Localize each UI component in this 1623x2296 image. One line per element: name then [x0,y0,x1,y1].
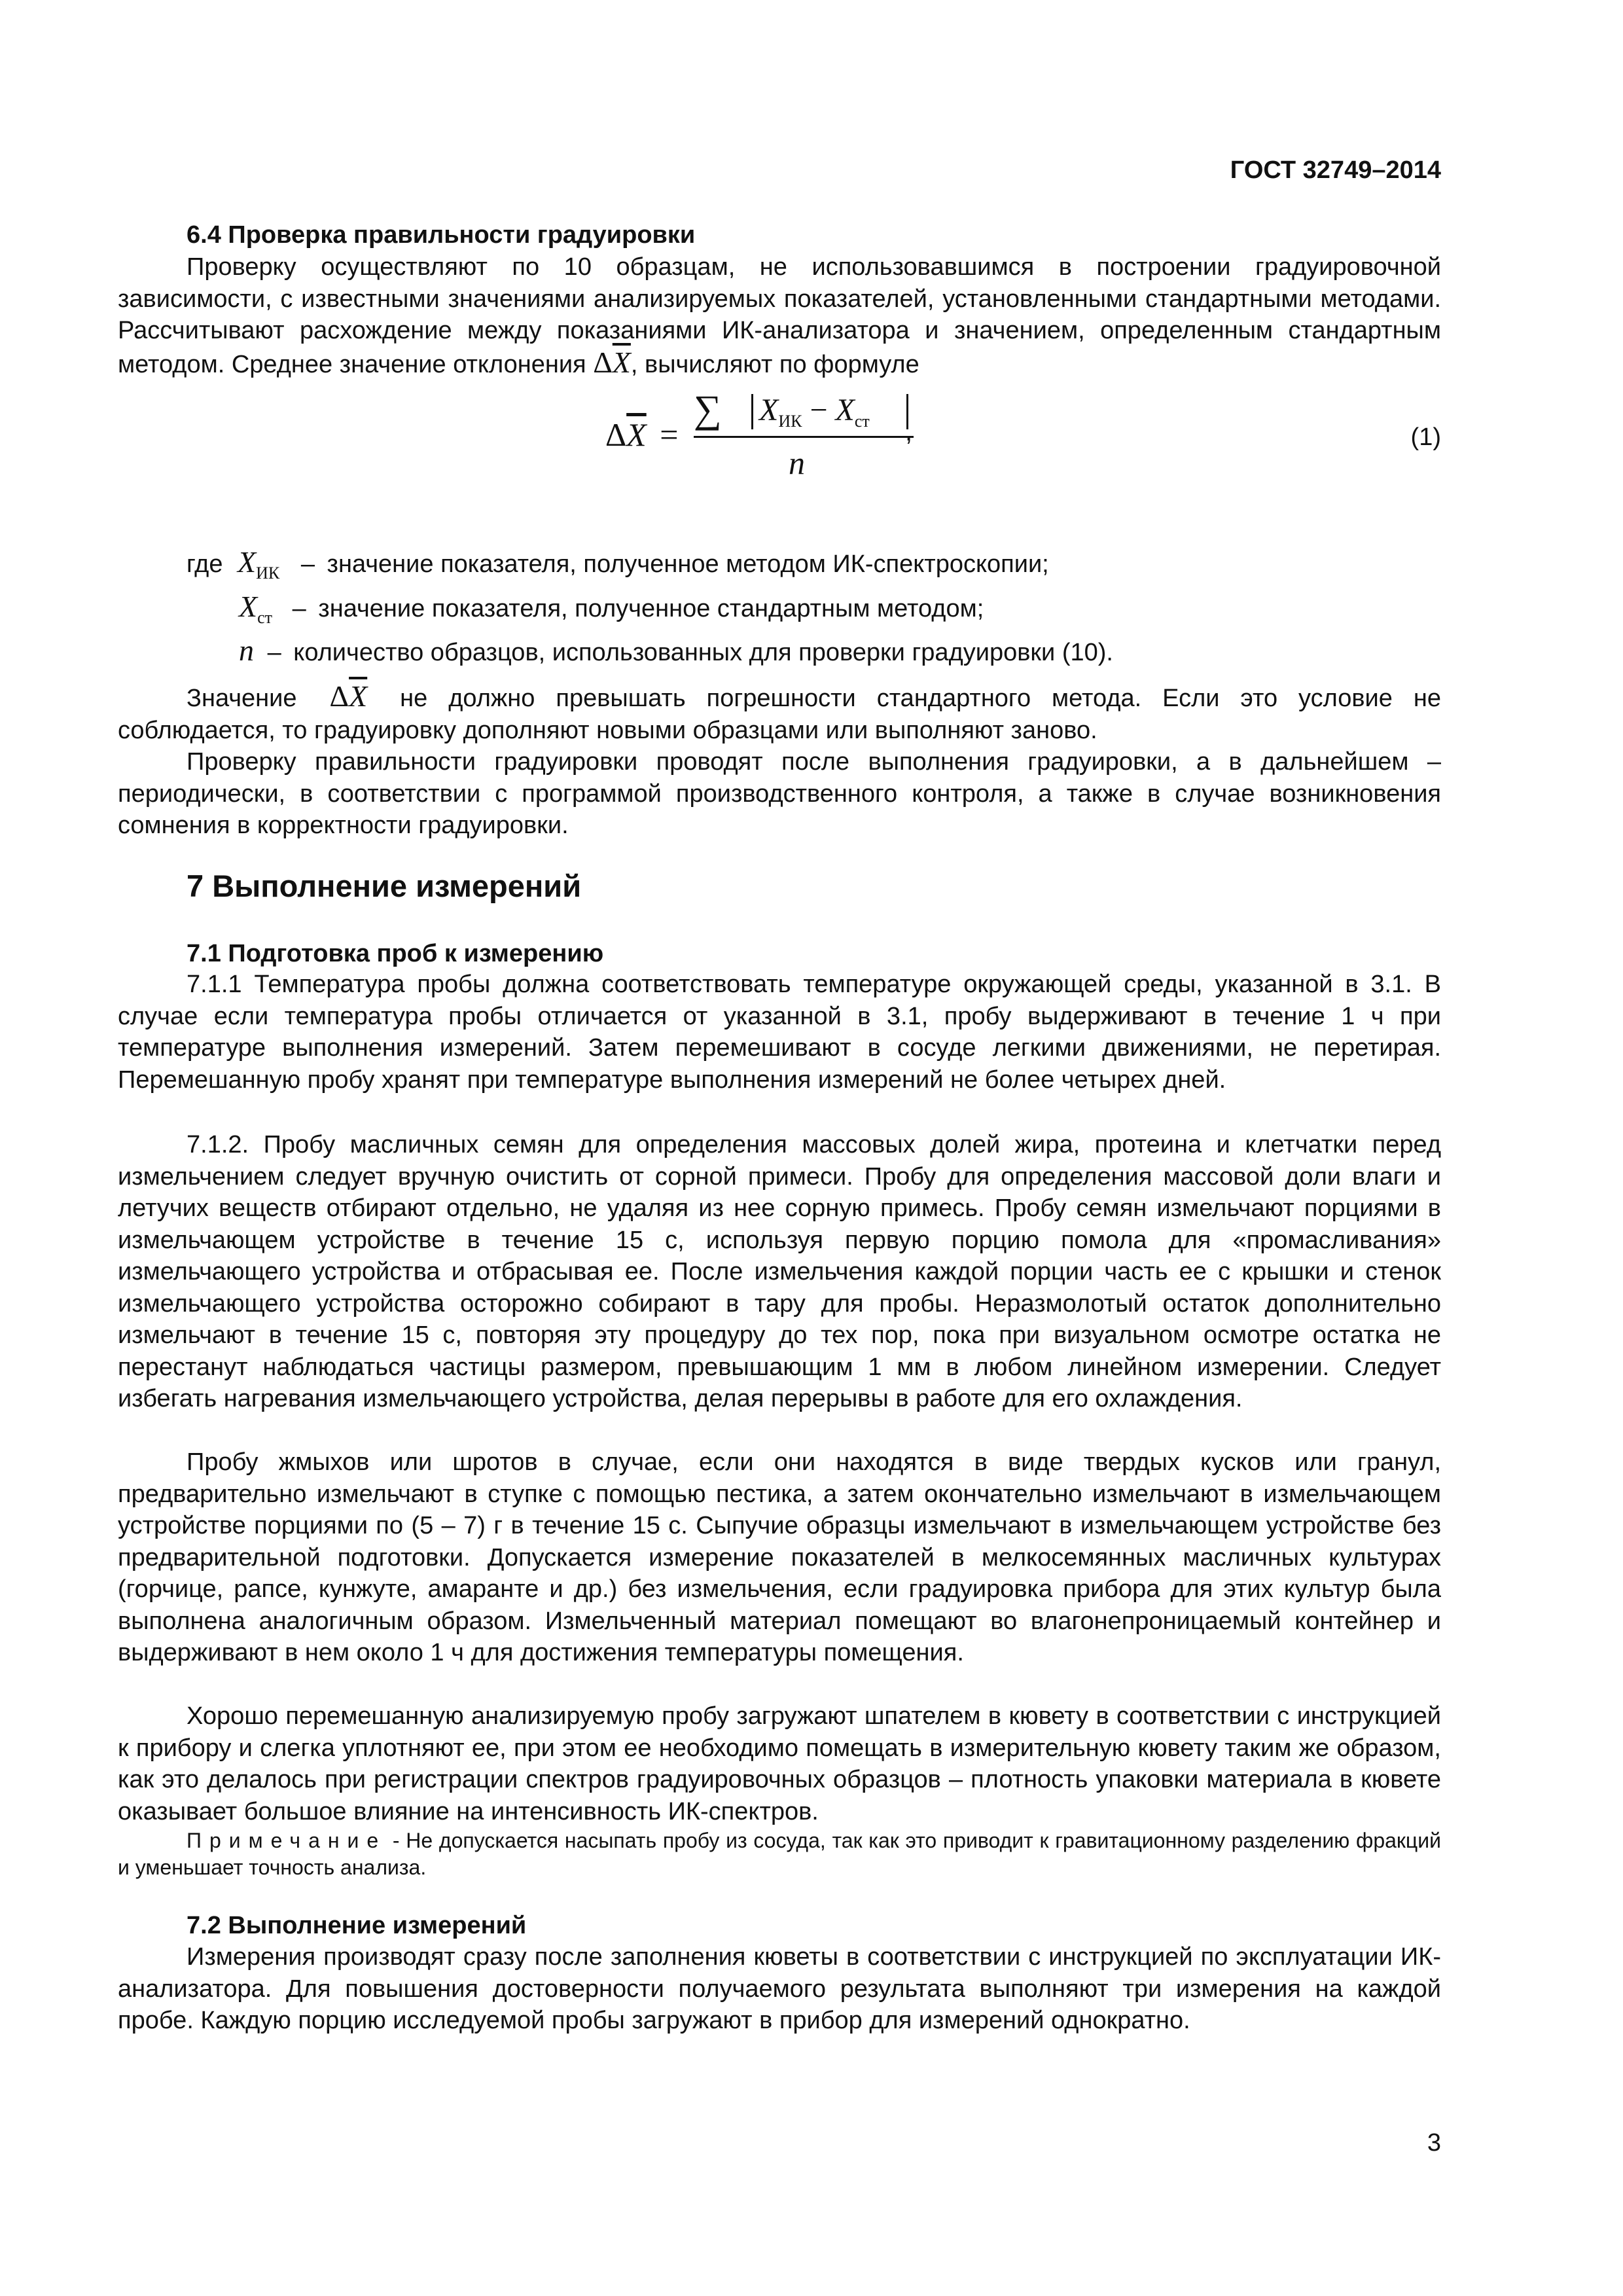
delta-x-inline-2: $\Delta\overline{X}$ [329,679,368,713]
paragraph-6-4-1-tail: , вычисляют по формуле [630,350,919,378]
section-7-2-title: 7.2 Выполнение измерений [187,1912,527,1939]
note-text: - Не допускается насыпать пробу из сосуда, так как это приводит к гравитационному разделению фракций и уменьшает точность анализа. [118,1829,1441,1879]
formula-comma: , [905,418,913,446]
sum-sign: ∑ [694,387,722,431]
where-item-1-text: значение показателя, полученное методом ИК-спектроскопии; [327,550,1049,578]
formula-denominator: n [789,444,805,481]
where-item-3-text: количество образцов, использованных для проверки градуировки (10). [293,639,1113,666]
paragraph-7-1-1: 7.1.1 Температура пробы должна соответствовать температуре окружающей среды, указанной в 3.1. В случае если температура пробы отличается от указанной в 3.1, пробу выдерживают в течение 1 ч при температуре выполнения измерений. Затем перемешивают в сосуде легкими движениями, не перетирая. Перемешанную пробу хранят при температуре выполнения измерений не более четырех дней. [118,971,1441,1094]
where-lead: где [187,550,223,578]
delta-x-inline: $\Delta\overline{X}$ [593,345,631,379]
where-item-3: n – количество образцов, использованных для проверки градуировки (10). [239,634,1113,667]
document-code-header: ГОСТ 32749–2014 [1230,156,1441,184]
numerator-expression: $X_{ИК} - X_{ст}$ [759,393,870,431]
paragraph-6-4-3: Проверку правильности градуировки проводят после выполнения градуировки, а в дальнейшем – периодически, в соответствии с программой производственного контроля, а также в случае возникновения сомнения в корректности градуировки. [118,748,1441,839]
note-label: Примечание [187,1829,387,1852]
paragraph-6-4-1-text: Проверку осуществляют по 10 образцам, не использовавшимся в построении градуировочной зависимости, с известными значениями анализируемых показателей, установленными стандартными методами. Рассчитывают расхождение между показаниями ИК-анализатора и значением, определенным стандартным методом. Среднее значение отклонения [118,253,1441,378]
section-6-4-title: 6.4 Проверка правильности градуировки [187,221,696,249]
paragraph-7-2: Измерения производят сразу после заполнения кюветы в соответствии с инструкцией по эксплуатации ИК-анализатора. Для повышения достоверности получаемого результата выполняют три измерения на каждой пробе. Каждую порцию исследуемой пробы загружают в прибор для измерений однократно. [118,1943,1441,2034]
paragraph-6-4-2-text: не должно превышать погрешности стандартного метода. Если это условие не соблюдается, то градуировку дополняют новыми образцами или выполняют заново. [118,685,1441,744]
section-7-1-title: 7.1 Подготовка проб к измерению [187,940,604,967]
n-symbol: n [239,634,254,667]
paragraph-6-4-2: Значение $\Delta\overline{X}$ не должно превышать погрешности стандартного метода. Если это условие не соблюдается, то градуировку дополняют новыми образцами или выполняют заново. [118,679,1441,744]
paragraph-6-4-1 [118,251,1441,380]
paragraph-7-1-3: Пробу жмыхов или шротов в случае, если они находятся в виде твердых кусков или гранул, предварительно измельчают в ступке с помощью пестика, а затем окончательно измельчают в измельчающем устройстве порциями по (5 – 7) г в течение 15 с. Сыпучие образцы измельчают в измельчающем устройстве без предварительной подготовки. Допускается измерение показателей в мелкосемянных масличных культурах (горчице, рапсе, кунжуте, амаранте и др.) без измельчения, если градуировка прибора для этих культур была выполнена аналогичным образом. Измельченный материал помещают во влагонепроницаемый контейнер и выдерживают в нем около 1 ч для достижения температуры помещения. [118,1448,1441,1666]
formula-number: (1) [1410,423,1441,451]
page-number: 3 [1427,2129,1441,2157]
formula-1 [605,387,913,490]
where-item-1: где $X_{ИК}$ – значение показателя, полученное методом ИК-спектроскопии; [187,545,1049,583]
section-7-title: 7 Выполнение измерений [187,869,582,903]
paragraph-7-1-2: 7.1.2. Пробу масличных семян для определения массовых долей жира, протеина и клетчатки перед измельчением следует вручную очистить от сорной примеси. Пробу для определения массовой доли влаги и летучих веществ отбирают отдельно, не удаляя из нее сорную примесь. Пробу семян измельчают порциями в измельчающем устройстве в течение 15 с, используя первую порцию помола для «промасливания» измельчающего устройства и отбрасывая ее. После измельчения каждой порции часть ее с крышки и стенок измельчающего устройства осторожно собирают в тару для пробы. Неразмолотый остаток дополнительно измельчают в течение 15 с, повторяя эту процедуру до тех пор, пока при визуальном осмотре остатка не перестанут наблюдаться частицы размером, превышающим 1 мм в любом линейном измерении. Следует избегать нагревания измельчающего устройства, делая перерывы в работе для его охлаждения. [118,1131,1441,1412]
x-ik-symbol: $X_{ИК}$ [238,545,280,583]
formula-numerator [694,387,913,432]
where-item-2: $X_{ст}$ – значение показателя, полученное стандартным методом; [239,590,984,627]
note-paragraph [118,1827,1441,1881]
where-item-2-text: значение показателя, полученное стандартным методом; [318,595,984,622]
abs-bar-left [751,394,753,429]
fraction-bar [694,436,914,438]
x-st-symbol: $X_{ст}$ [239,590,273,627]
paragraph-7-1-4: Хорошо перемешанную анализируемую пробу загружают шпателем в кювету в соответствии с инструкцией к прибору и слегка уплотняют ее, при этом ее необходимо помещать в измерительную кювету таким же образом, как это делалось при регистрации спектров градуировочных образцов – плотность упаковки материала в кювете оказывает большое влияние на интенсивность ИК-спектров. [118,1702,1441,1825]
formula-lhs: $\Delta\overline{X}$ = [605,416,679,453]
